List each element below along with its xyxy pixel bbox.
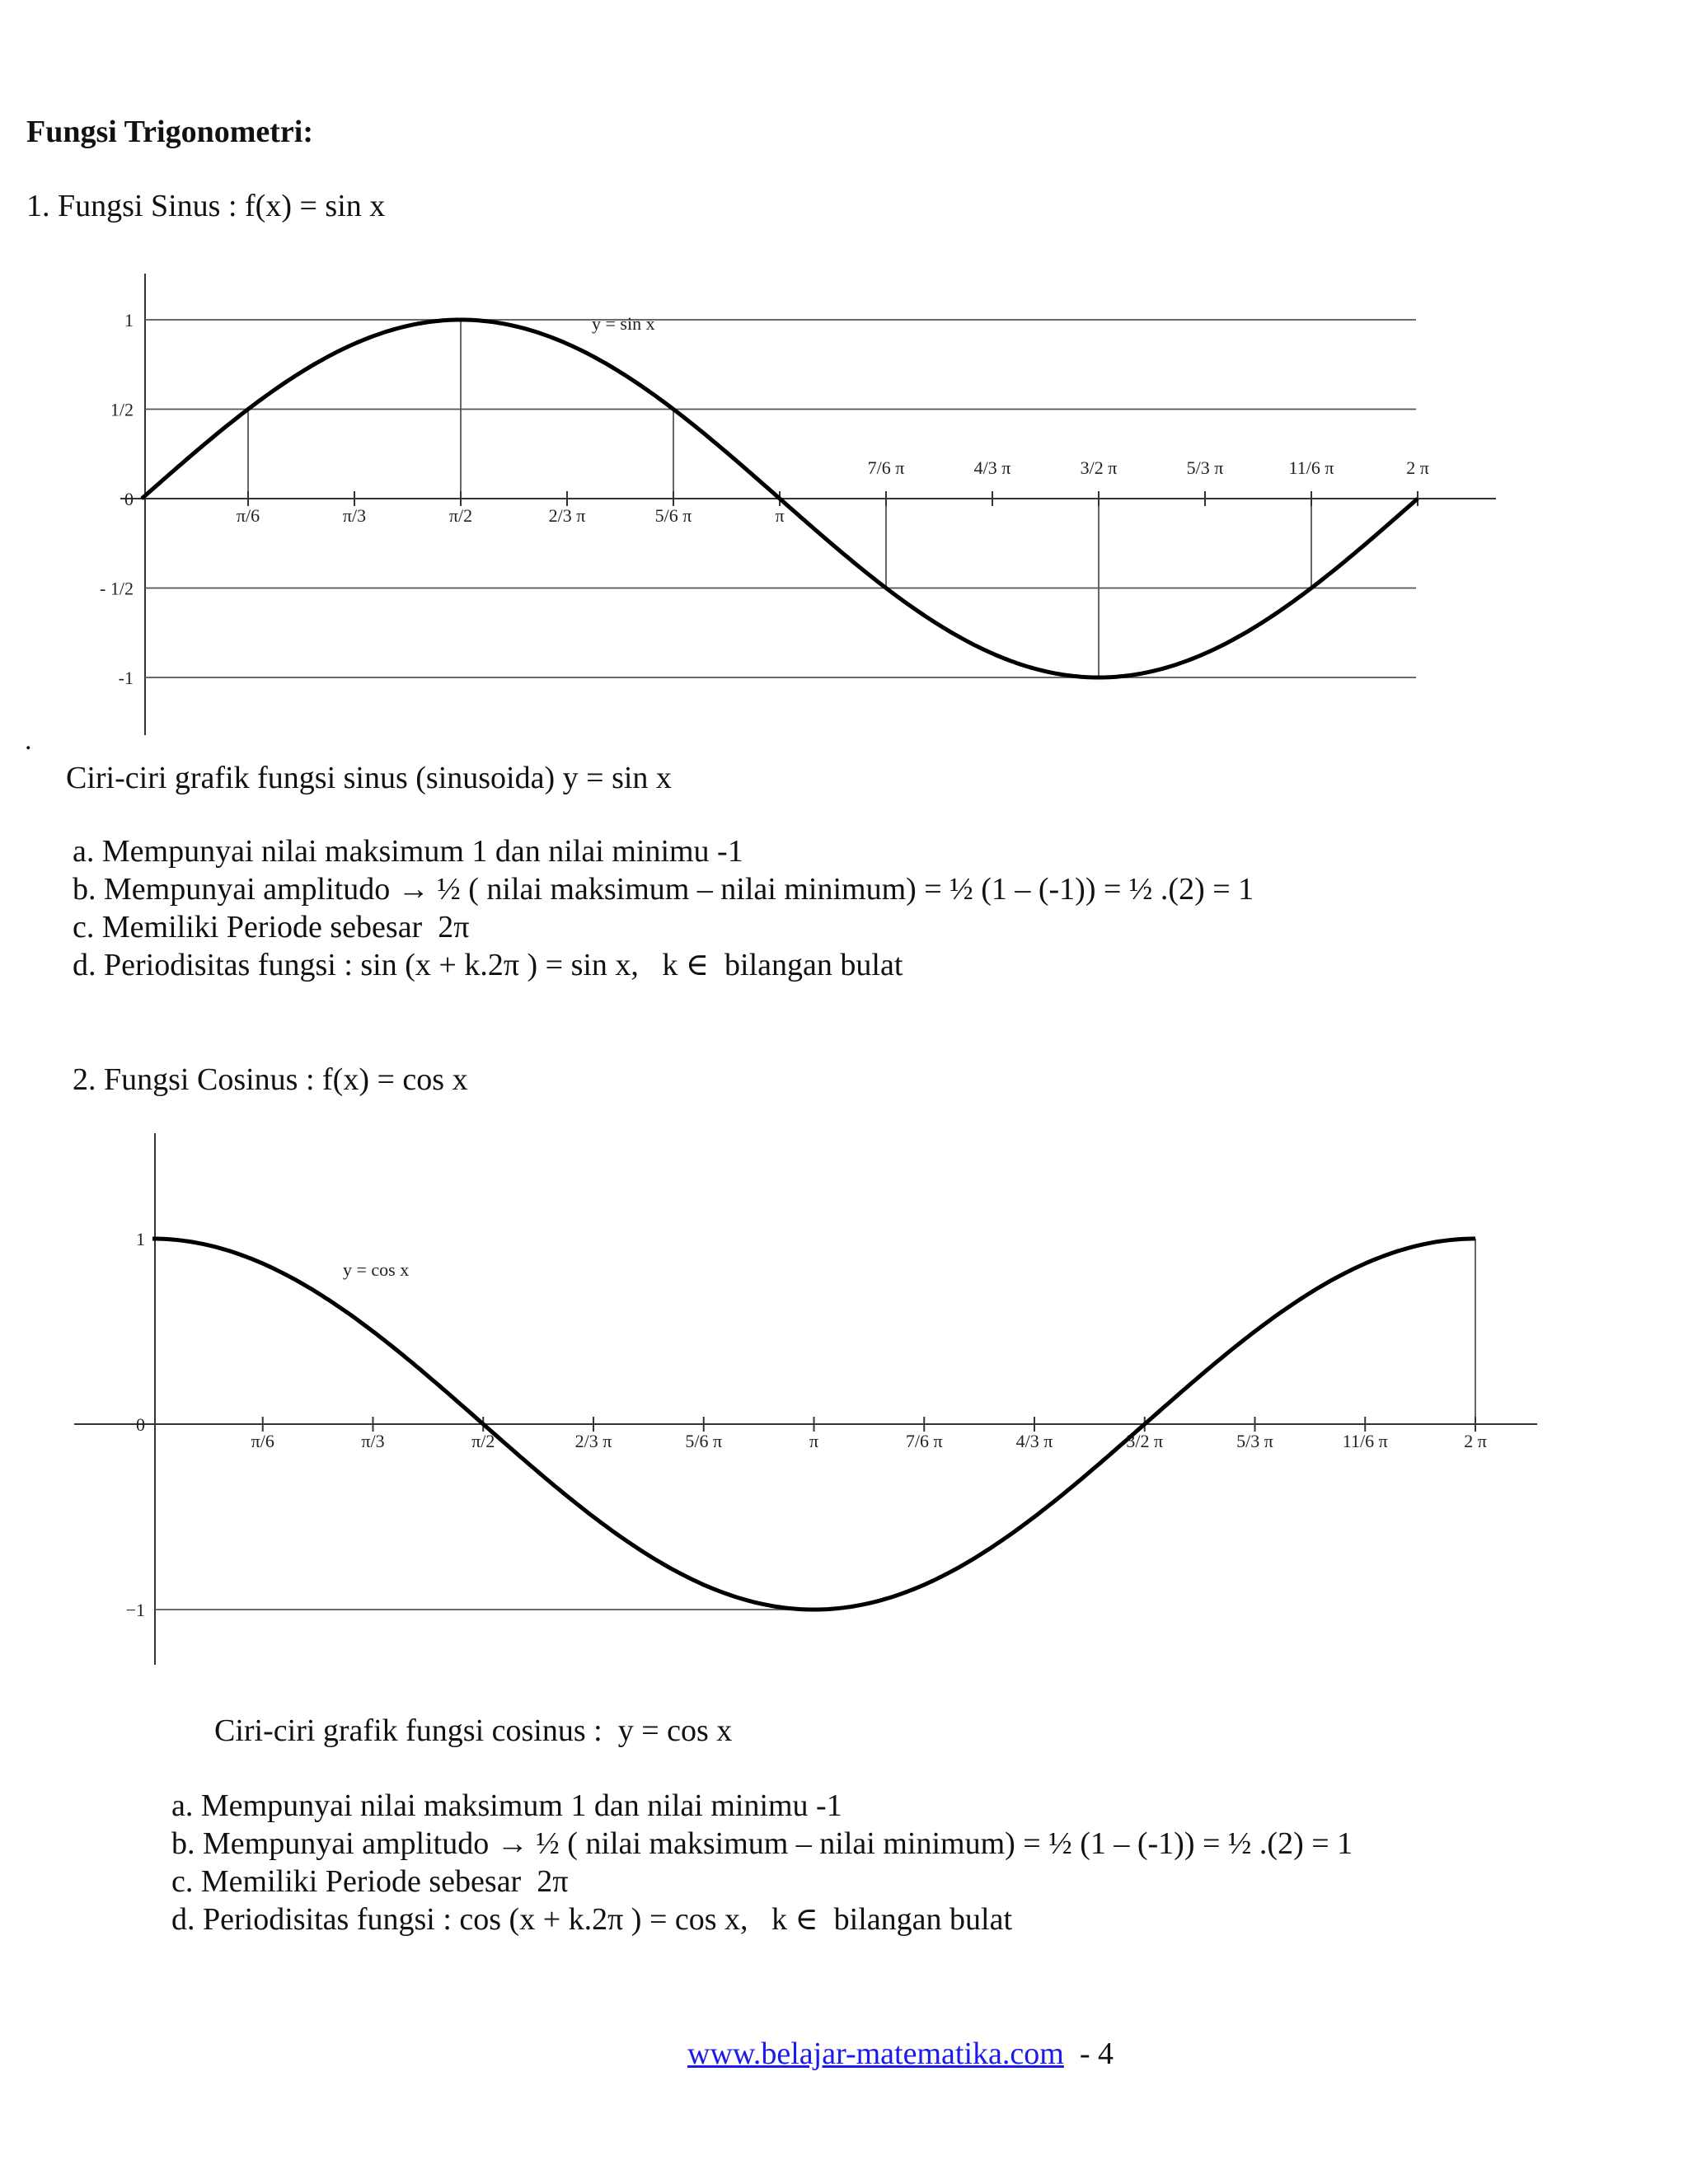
y-tick-label: 0 [124, 489, 134, 509]
curve-label: y = sin x [592, 313, 655, 334]
x-tick-label: 2 π [1464, 1431, 1487, 1451]
footer [687, 2036, 1114, 2072]
y-tick-label: - 1/2 [100, 578, 134, 599]
list-item: d. Periodisitas fungsi : cos (x + k.2π ) = cos x, k ∈ bilangan bulat [171, 1902, 1013, 1937]
x-tick-label: π/2 [471, 1431, 495, 1451]
list-item: c. Memiliki Periode sebesar 2π [73, 910, 470, 944]
sine-characteristics-list [73, 832, 1254, 984]
x-tick-label: 2/3 π [548, 505, 586, 526]
x-tick-label: 3/2 π [1126, 1431, 1164, 1451]
y-tick-label: 1/2 [110, 399, 134, 420]
x-tick-label: 4/3 π [973, 457, 1011, 478]
list-item: a. Mempunyai nilai maksimum 1 dan nilai minimu -1 [73, 834, 743, 869]
x-tick-label: π/6 [251, 1431, 274, 1451]
list-item: b. Mempunyai amplitudo → ½ ( nilai maksimum – nilai minimum) = ½ (1 – (-1)) = ½ .(2) = 1 [73, 872, 1254, 907]
x-tick-label: 5/6 π [654, 505, 692, 526]
list-item: d. Periodisitas fungsi : sin (x + k.2π ) = sin x, k ∈ bilangan bulat [73, 948, 903, 982]
list-item: a. Mempunyai nilai maksimum 1 dan nilai minimu -1 [171, 1788, 842, 1823]
x-tick-label: 11/6 π [1342, 1431, 1388, 1451]
page-title: Fungsi Trigonometri: [26, 115, 313, 149]
x-tick-label: 2/3 π [574, 1431, 612, 1451]
curve-label: y = cos x [343, 1259, 410, 1280]
cosine-characteristics-caption: Ciri-ciri grafik fungsi cosinus : y = cos x [214, 1713, 733, 1748]
y-tick-label: 0 [136, 1414, 145, 1435]
x-tick-label: 7/6 π [867, 457, 905, 478]
y-tick-label: 1 [124, 310, 134, 330]
cosine-section-heading: 2. Fungsi Cosinus : f(x) = cos x [73, 1062, 468, 1097]
y-tick-label: −1 [125, 1600, 145, 1620]
cosine-characteristics-list [171, 1787, 1353, 1938]
x-tick-label: 5/3 π [1186, 457, 1224, 478]
x-tick-label: π/3 [342, 505, 367, 526]
sine-graph [0, 264, 1688, 758]
cosine-graph [0, 1129, 1688, 1706]
y-tick-label: -1 [118, 668, 134, 688]
x-tick-label: 3/2 π [1080, 457, 1118, 478]
page-number: - 4 [1063, 2036, 1114, 2071]
x-tick-label: 5/6 π [685, 1431, 723, 1451]
y-tick-label: 1 [136, 1229, 145, 1249]
x-tick-label: 11/6 π [1288, 457, 1334, 478]
x-tick-label: π [775, 505, 785, 526]
x-tick-label: π/6 [236, 505, 260, 526]
sine-section-heading: 1. Fungsi Sinus : f(x) = sin x [26, 189, 386, 223]
stray-dot: . [25, 725, 32, 756]
x-tick-label: π [809, 1431, 819, 1451]
x-tick-label: π/3 [361, 1431, 385, 1451]
sine-characteristics-caption: Ciri-ciri grafik fungsi sinus (sinusoida) y = sin x [66, 761, 672, 795]
x-tick-label: 2 π [1406, 457, 1429, 478]
list-item: b. Mempunyai amplitudo → ½ ( nilai maksimum – nilai minimum) = ½ (1 – (-1)) = ½ .(2) = 1 [171, 1826, 1353, 1861]
x-tick-label: π/2 [448, 505, 473, 526]
x-tick-label: 4/3 π [1015, 1431, 1053, 1451]
x-tick-label: 5/3 π [1236, 1431, 1273, 1451]
list-item: c. Memiliki Periode sebesar 2π [171, 1864, 569, 1899]
website-link[interactable]: www.belajar-matematika.com [687, 2036, 1064, 2071]
x-tick-label: 7/6 π [905, 1431, 943, 1451]
